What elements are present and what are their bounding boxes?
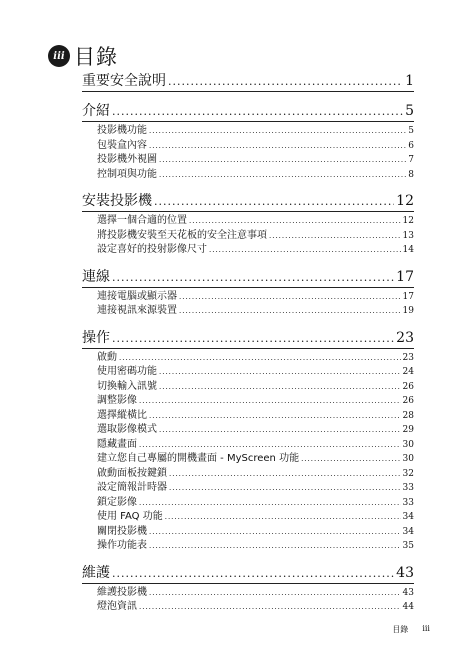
section-page: 24 xyxy=(402,367,414,377)
section-page: 19 xyxy=(402,306,414,316)
section-title: 隱藏畫面 xyxy=(97,438,137,450)
dot-leader xyxy=(119,352,401,366)
dot-leader xyxy=(139,395,401,409)
dot-leader xyxy=(139,601,401,615)
toc-section-entry[interactable] xyxy=(97,496,414,511)
toc-section-entry[interactable] xyxy=(97,539,414,554)
chapter-page: 23 xyxy=(396,329,414,346)
dot-leader xyxy=(149,540,401,554)
section-title: 關閉投影機 xyxy=(97,525,147,537)
section-page: 33 xyxy=(402,483,414,493)
toc-section-entry[interactable] xyxy=(97,153,414,168)
toc-section-entry[interactable] xyxy=(97,229,414,244)
toc-section-entry[interactable] xyxy=(97,525,414,540)
section-title: 建立您自己專屬的開機畫面 - MyScreen 功能 xyxy=(97,453,300,464)
section-page: 8 xyxy=(408,169,414,180)
section-title: 將投影機安裝至天花板的安全注意事項 xyxy=(97,229,267,241)
dot-leader xyxy=(112,105,403,118)
section-title: 使用 FAQ 功能 xyxy=(97,511,163,522)
section-page: 32 xyxy=(402,468,414,479)
section-page: 30 xyxy=(402,454,414,464)
section-title: 調整影像 xyxy=(97,395,137,406)
toc-section-entry[interactable] xyxy=(97,481,414,496)
chapter-title: 介紹 xyxy=(82,103,110,119)
toc-section-entry[interactable] xyxy=(97,365,414,380)
dot-leader xyxy=(189,215,401,229)
dot-leader xyxy=(149,125,406,139)
section-title: 操作功能表 xyxy=(97,540,147,551)
toc-chapter-entry[interactable] xyxy=(82,100,414,122)
section-page: 44 xyxy=(402,602,414,612)
section-title: 維護投影機 xyxy=(97,586,147,598)
dot-leader xyxy=(139,497,401,511)
dot-leader xyxy=(179,291,401,305)
section-title: 設定簡報計時器 xyxy=(97,482,167,493)
footer-label: 目錄 xyxy=(392,625,409,634)
dot-leader xyxy=(149,140,406,154)
section-title: 選擇一個合適的位置 xyxy=(97,215,187,226)
section-title: 包裝盒內容 xyxy=(97,139,147,151)
toc-section-entry[interactable] xyxy=(97,510,414,525)
section-page: 33 xyxy=(402,497,414,508)
toc-header xyxy=(48,42,118,70)
table-of-contents xyxy=(82,70,414,615)
section-title: 選取影像模式 xyxy=(97,424,157,435)
dot-leader xyxy=(269,230,401,244)
toc-section-entry[interactable] xyxy=(97,124,414,139)
toc-section-entry[interactable] xyxy=(97,304,414,319)
chapter-page: 17 xyxy=(396,268,414,285)
page-footer xyxy=(392,624,430,635)
chapter-page: 5 xyxy=(405,103,414,119)
section-page: 7 xyxy=(408,155,414,165)
dot-leader xyxy=(159,424,401,438)
dot-leader xyxy=(301,453,400,467)
chapter-title: 連線 xyxy=(82,268,110,285)
toc-chapter-entry[interactable] xyxy=(82,190,414,212)
section-title: 鎖定影像 xyxy=(97,496,137,508)
toc-chapter-entry[interactable] xyxy=(82,327,414,349)
section-page: 14 xyxy=(402,245,414,255)
section-page: 12 xyxy=(402,216,414,226)
chapter-title: 重要安全說明 xyxy=(82,73,166,89)
toc-section-entry[interactable] xyxy=(97,168,414,183)
section-page: 26 xyxy=(402,381,414,392)
dot-leader xyxy=(149,587,401,601)
dot-leader xyxy=(112,567,394,580)
toc-section-entry[interactable] xyxy=(97,394,414,409)
section-title: 使用密碼功能 xyxy=(97,366,157,377)
dot-leader xyxy=(149,410,401,424)
section-page: 28 xyxy=(402,410,414,421)
dot-leader xyxy=(179,305,401,319)
section-page: 5 xyxy=(408,126,414,136)
section-page: 30 xyxy=(402,439,414,450)
dot-leader xyxy=(169,468,401,482)
toc-section-entry[interactable] xyxy=(97,586,414,601)
section-page: 26 xyxy=(402,396,414,406)
section-title: 設定喜好的投射影像尺寸 xyxy=(97,244,207,255)
toc-section-entry[interactable] xyxy=(97,351,414,366)
toc-section-entry[interactable] xyxy=(97,423,414,438)
toc-section-entry[interactable] xyxy=(97,600,414,615)
dot-leader xyxy=(159,154,406,168)
toc-section-entry[interactable] xyxy=(97,214,414,229)
toc-section-entry[interactable] xyxy=(97,438,414,453)
toc-section-entry[interactable] xyxy=(97,452,414,467)
page-title: 目錄 xyxy=(74,45,118,69)
section-page: 17 xyxy=(402,291,414,302)
section-page: 23 xyxy=(402,352,414,363)
chapter-title: 維護 xyxy=(82,564,110,581)
chapter-page: 43 xyxy=(396,564,414,581)
dot-leader xyxy=(209,244,401,258)
section-title: 燈泡資訊 xyxy=(97,601,137,612)
chapter-page: 12 xyxy=(396,193,414,209)
chapter-title: 操作 xyxy=(82,329,110,346)
dot-leader xyxy=(159,366,401,380)
section-title: 連接視訊來源裝置 xyxy=(97,305,177,316)
section-page: 34 xyxy=(402,512,414,522)
section-page: 6 xyxy=(408,140,414,151)
section-page: 43 xyxy=(402,587,414,598)
toc-section-entry[interactable] xyxy=(97,467,414,482)
dot-leader xyxy=(112,271,394,284)
toc-section-entry[interactable] xyxy=(97,290,414,305)
section-title: 選擇縱橫比 xyxy=(97,409,147,421)
section-title: 投影機外視圖 xyxy=(97,154,157,165)
dot-leader xyxy=(139,439,401,453)
section-title: 啟動面板按鍵鎖 xyxy=(97,467,167,479)
toc-chapter-entry[interactable] xyxy=(82,562,414,584)
dot-leader xyxy=(112,332,394,345)
dot-leader xyxy=(154,195,394,208)
section-page: 34 xyxy=(402,526,414,537)
toc-section-entry[interactable] xyxy=(97,409,414,424)
toc-section-entry[interactable] xyxy=(97,243,414,258)
toc-section-entry[interactable] xyxy=(97,380,414,395)
section-title: 連接電腦或顯示器 xyxy=(97,290,177,302)
dot-leader xyxy=(169,482,401,496)
section-title: 切換輸入訊號 xyxy=(97,380,157,392)
toc-chapter-entry[interactable] xyxy=(82,70,414,92)
chapter-title: 安裝投影機 xyxy=(82,193,152,209)
section-title: 控制項與功能 xyxy=(97,168,157,180)
dot-leader xyxy=(168,75,403,88)
dot-leader xyxy=(149,526,401,540)
section-page: 13 xyxy=(402,230,414,241)
page-number-badge: iii xyxy=(48,45,70,67)
section-title: 啟動 xyxy=(97,351,117,363)
toc-section-entry[interactable] xyxy=(97,139,414,154)
section-page: 29 xyxy=(402,425,414,435)
footer-page-number: iii xyxy=(422,624,430,633)
dot-leader xyxy=(159,169,406,183)
dot-leader xyxy=(165,511,401,525)
toc-chapter-entry[interactable] xyxy=(82,266,414,288)
section-title: 投影機功能 xyxy=(97,125,147,136)
section-page: 35 xyxy=(402,541,414,551)
chapter-page: 1 xyxy=(405,73,414,89)
dot-leader xyxy=(159,381,401,395)
